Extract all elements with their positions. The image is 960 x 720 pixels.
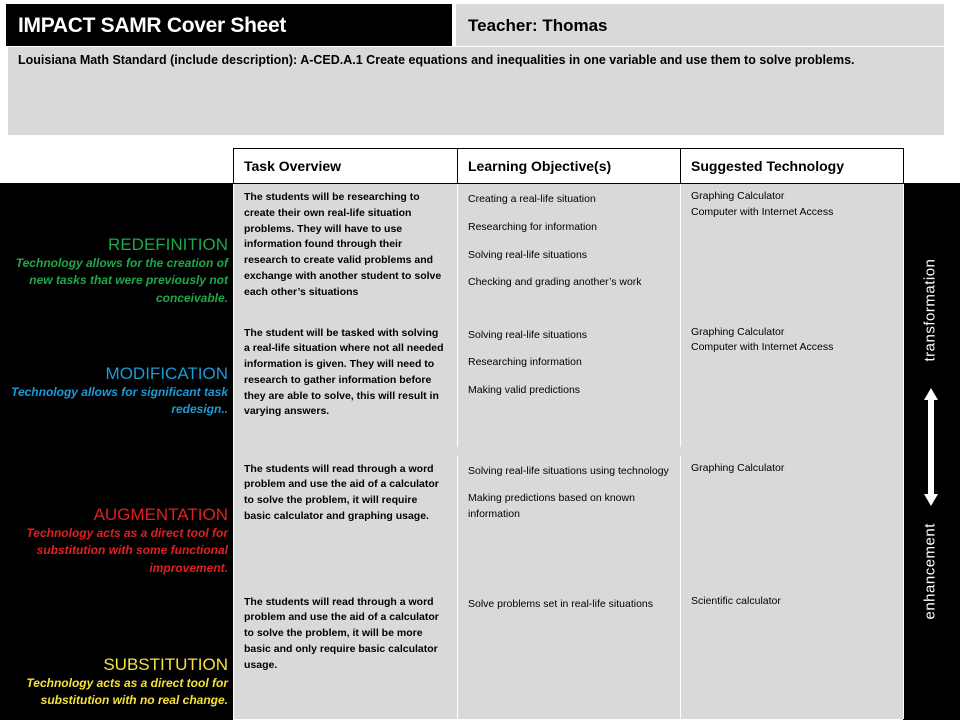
objectives-cell xyxy=(458,320,681,447)
task-cell: The students will read through a word problem and use the aid of a calculator to solve the problem, it will require basic calculator and graphing usage. xyxy=(234,456,458,589)
technology-cell xyxy=(681,320,904,447)
objective-item: Researching information xyxy=(468,356,582,369)
objective-item: Solving real-life situations xyxy=(468,328,588,341)
level-name: AUGMENTATION xyxy=(93,505,228,524)
table-header-row xyxy=(234,149,904,184)
row-augmentation xyxy=(234,456,904,589)
task-cell: The student will be tasked with solving a real-life situation where not all needed information is given. They will need to research to gather information before they are able to solve, this will result in varying answers. xyxy=(234,320,458,447)
level-redefinition xyxy=(0,235,228,307)
objectives-cell xyxy=(458,589,681,719)
header-task-overview: Task Overview xyxy=(234,149,458,184)
technology-item: Graphing Calculator xyxy=(691,325,785,338)
separator-cell xyxy=(234,447,904,456)
double-arrow-icon xyxy=(924,388,938,506)
task-cell: The students will read through a word problem and use the aid of a calculator to solve the problem, it will be more basic and only require basic calculator usage. xyxy=(234,589,458,719)
objective-item: Making predictions based on known information xyxy=(468,492,635,520)
objectives-cell xyxy=(458,456,681,589)
objectives-cell xyxy=(458,184,681,320)
technology-cell xyxy=(681,456,904,589)
level-modification xyxy=(0,364,228,419)
transformation-label: transformation xyxy=(921,258,939,362)
technology-item: Graphing Calculator xyxy=(691,461,785,474)
technology-cell xyxy=(681,589,904,719)
objective-item: Making valid predictions xyxy=(468,384,581,396)
row-modification xyxy=(234,320,904,447)
task-cell: The students will be researching to create their own real-life situation problems. They will have to use information found through their research to create valid problems and exchange with another student to solve each other’s situations xyxy=(234,184,458,320)
level-description: Technology allows for significant task redesign.. xyxy=(11,385,228,417)
level-description: Technology allows for the creation of new tasks that were previously not conceivable. xyxy=(15,256,228,305)
technology-item: Graphing Calculator xyxy=(691,190,785,202)
level-name: MODIFICATION xyxy=(105,364,228,383)
header-suggested-technology: Suggested Technology xyxy=(681,149,904,184)
objective-item: Solving real-life situations using technology xyxy=(468,464,669,477)
level-name: SUBSTITUTION xyxy=(103,655,228,674)
technology-item: Computer with Internet Access xyxy=(691,205,834,218)
math-standard: Louisiana Math Standard (include description): A-CED.A.1 Create equations and inequalities in one variable and use them to solve problems. xyxy=(8,47,944,135)
samr-table xyxy=(233,148,904,719)
objective-item: Solving real-life situations xyxy=(468,248,588,261)
teacher-name: Teacher: Thomas xyxy=(456,4,944,46)
level-description: Technology acts as a direct tool for substitution with some functional improvement. xyxy=(26,526,228,575)
objective-item: Creating a real-life situation xyxy=(468,193,596,205)
objective-item: Researching for information xyxy=(468,220,597,233)
objective-item: Checking and grading another’s work xyxy=(468,276,642,289)
enhancement-label: enhancement xyxy=(921,523,939,620)
level-substitution xyxy=(0,655,228,710)
header-learning-objectives: Learning Objective(s) xyxy=(458,149,681,184)
technology-item: Scientific calculator xyxy=(691,594,781,607)
level-name: REDEFINITION xyxy=(108,235,228,254)
row-substitution xyxy=(234,589,904,719)
technology-cell xyxy=(681,184,904,320)
page-title: IMPACT SAMR Cover Sheet xyxy=(6,4,452,46)
objective-item: Solve problems set in real-life situations xyxy=(468,597,654,610)
row-redefinition xyxy=(234,184,904,320)
row-separator xyxy=(234,447,904,456)
level-augmentation xyxy=(0,505,228,577)
technology-item: Computer with Internet Access xyxy=(691,341,834,354)
level-description: Technology acts as a direct tool for substitution with no real change. xyxy=(26,676,228,708)
